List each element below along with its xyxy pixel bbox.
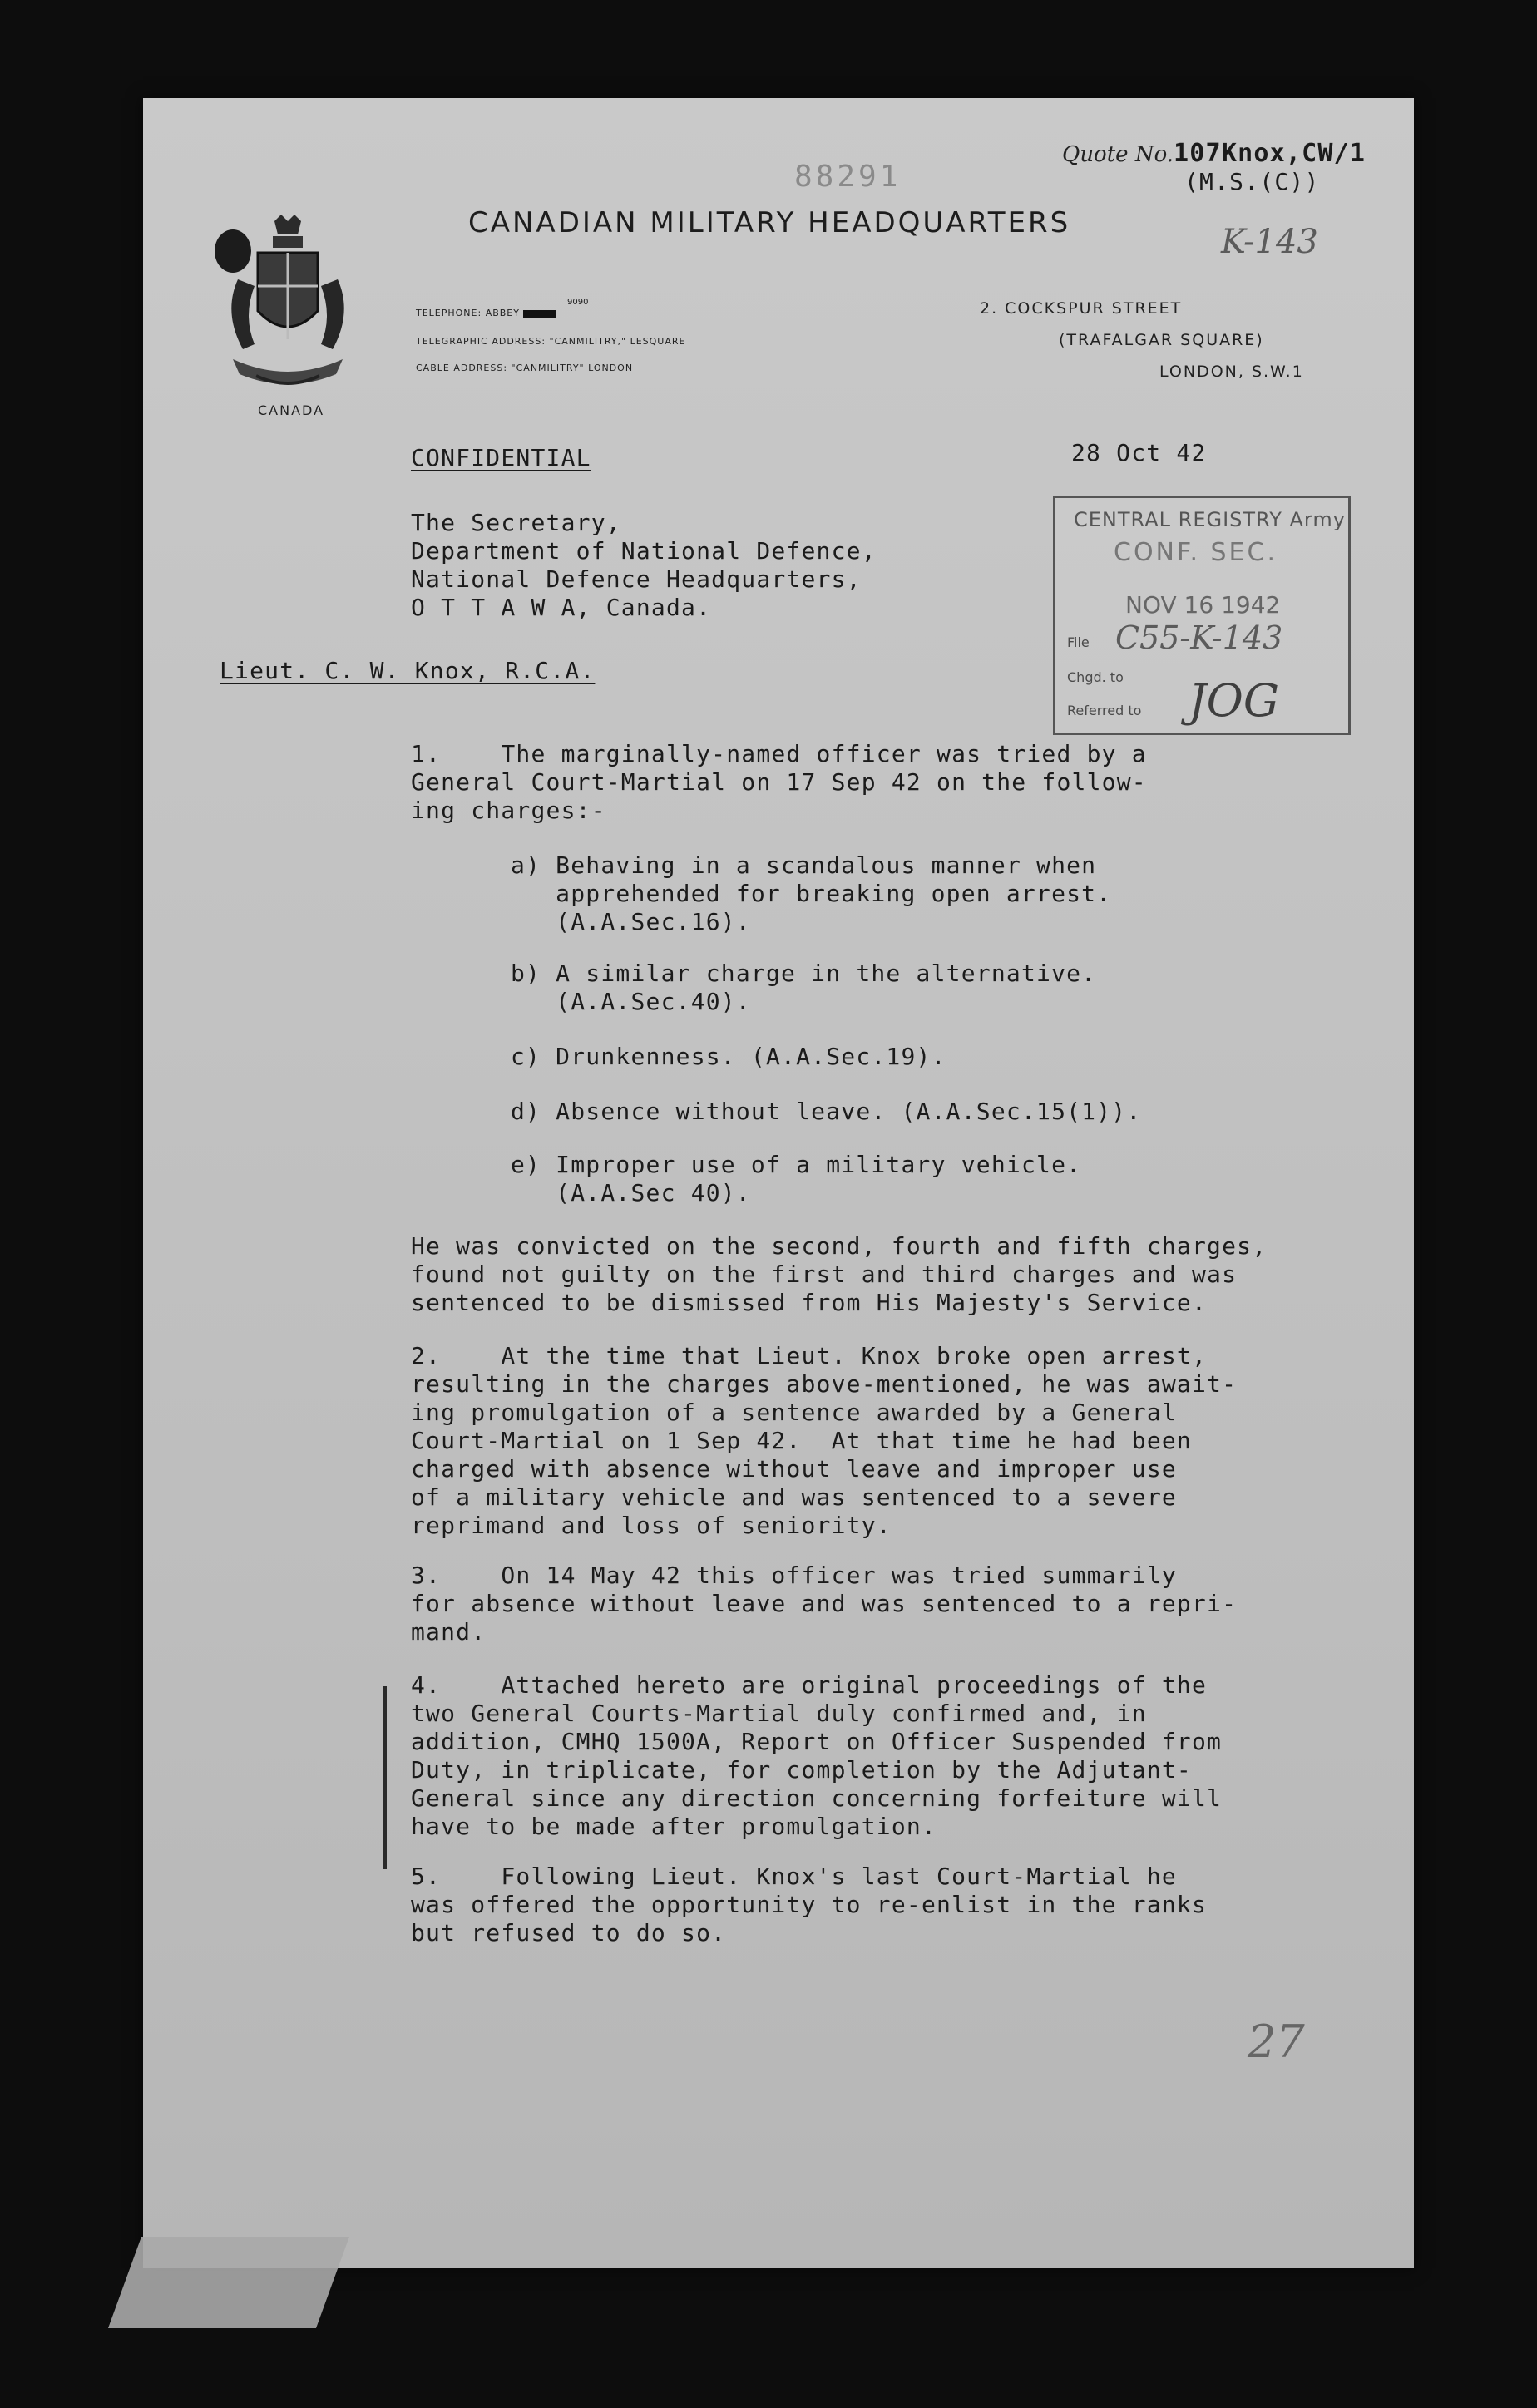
paragraph-line: General Court-Martial on 17 Sep 42 on the follow- — [411, 768, 1147, 796]
paragraph-line: 3. On 14 May 42 this officer was tried summarily — [411, 1562, 1177, 1589]
stamp-chgd-label: Chgd. to — [1067, 669, 1124, 685]
charge-line: e) Improper use of a military vehicle. — [511, 1151, 1082, 1178]
telephone-line — [416, 308, 556, 318]
stamp-file-value: C55-K-143 — [1115, 619, 1283, 656]
paragraph-line: General since any direction concerning forfeiture will — [411, 1784, 1223, 1812]
paragraph-line: of a military vehicle and was sentenced to a severe — [411, 1483, 1177, 1511]
charge-line: c) Drunkenness. (A.A.Sec.19). — [511, 1043, 946, 1070]
stamp-referred-value: JOG — [1189, 674, 1280, 727]
classification: CONFIDENTIAL — [411, 444, 591, 471]
stamp-date: NOV 16 1942 — [1125, 591, 1281, 619]
stamp-referred-label: Referred to — [1067, 703, 1142, 718]
paragraph-line: addition, CMHQ 1500A, Report on Officer Suspended from — [411, 1728, 1223, 1755]
quote-label: Quote No. — [1062, 142, 1174, 167]
paragraph-line: found not guilty on the first and third charges and was — [411, 1261, 1238, 1288]
paragraph-2 — [411, 1342, 1237, 1540]
charge-item — [511, 1043, 946, 1071]
paragraph-line: resulting in the charges above-mentioned, he was await- — [411, 1370, 1238, 1398]
paragraph-line: 2. At the time that Lieut. Knox broke open arrest, — [411, 1342, 1208, 1369]
recipient-line: Department of National Defence, — [411, 537, 877, 565]
stamp-title: CENTRAL REGISTRY Army — [1074, 508, 1346, 531]
paragraph-line: Court-Martial on 1 Sep 42. At that time he had been — [411, 1427, 1192, 1454]
quote-sub: (M.S.(C)) — [1184, 168, 1320, 195]
paragraph-line: Duty, in triplicate, for completion by the Adjutant- — [411, 1756, 1192, 1784]
paragraph-line: reprimand and loss of seniority. — [411, 1512, 892, 1539]
paragraph-line: 4. Attached hereto are original proceedings of the — [411, 1671, 1208, 1699]
telephone-number: 9090 — [567, 298, 589, 307]
handwritten-reference: K-143 — [1221, 223, 1318, 261]
paragraph-line: He was convicted on the second, fourth and fifth charges, — [411, 1232, 1268, 1260]
paragraph-line: was offered the opportunity to re-enlist in the ranks — [411, 1891, 1208, 1918]
paragraph-4 — [411, 1671, 1222, 1841]
charge-line: (A.A.Sec.40). — [511, 988, 751, 1015]
paragraph-line: mand. — [411, 1618, 487, 1646]
charge-line: (A.A.Sec.16). — [511, 908, 751, 935]
charge-line: apprehended for breaking open arrest. — [511, 880, 1112, 907]
charge-line: a) Behaving in a scandalous manner when — [511, 851, 1097, 879]
central-registry-stamp — [1053, 496, 1351, 735]
address-line-3: LONDON, S.W.1 — [1159, 363, 1304, 381]
paragraph-line: 1. The marginally-named officer was tried by a — [411, 740, 1147, 767]
recipient-block — [411, 509, 877, 622]
paragraph-line: ing charges:- — [411, 797, 606, 824]
charge-item — [511, 960, 1096, 1016]
paragraph-5 — [411, 1863, 1207, 1947]
reference-number: 88291 — [794, 160, 902, 194]
address-line-2: (TRAFALGAR SQUARE) — [1059, 331, 1264, 349]
paragraph-line: 5. Following Lieut. Knox's last Court-Martial he — [411, 1863, 1177, 1890]
paragraph-line: for absence without leave and was sentenced to a repri- — [411, 1590, 1238, 1617]
charge-item — [511, 851, 1111, 936]
charge-line: b) A similar charge in the alternative. — [511, 960, 1097, 987]
org-name: CANADIAN MILITARY HEADQUARTERS — [468, 206, 1071, 239]
margin-mark — [383, 1686, 387, 1869]
folio-number: 27 — [1248, 2016, 1305, 2068]
paragraph-line: have to be made after promulgation. — [411, 1813, 937, 1840]
paragraph-line: charged with absence without leave and improper use — [411, 1455, 1177, 1483]
page-corner-shadow — [108, 2237, 349, 2328]
canada-coat-of-arms-icon — [208, 213, 366, 406]
recipient-line: The Secretary, — [411, 509, 621, 536]
paragraph-line: sentenced to be dismissed from His Majesty's Service. — [411, 1289, 1208, 1316]
charge-item — [511, 1098, 1141, 1126]
recipient-line: National Defence Headquarters, — [411, 565, 862, 593]
charge-line: d) Absence without leave. (A.A.Sec.15(1)). — [511, 1098, 1142, 1125]
recipient-line: O T T A W A, Canada. — [411, 594, 712, 621]
paragraph-3 — [411, 1562, 1237, 1646]
letter-date: 28 Oct 42 — [1071, 439, 1207, 466]
redaction-bar — [523, 310, 556, 318]
charge-item — [511, 1151, 1081, 1207]
paragraph-line: but refused to do so. — [411, 1919, 727, 1947]
cable-address: CABLE ADDRESS: "CANMILITRY" LONDON — [416, 363, 634, 373]
conviction-paragraph — [411, 1232, 1267, 1317]
crest-caption: CANADA — [258, 402, 325, 418]
quote-number — [1062, 140, 1366, 168]
quote-value: 107Knox,CW/1 — [1174, 139, 1366, 168]
telephone-label: TELEPHONE: ABBEY — [416, 308, 520, 318]
paragraph-line: ing promulgation of a sentence awarded by a General — [411, 1399, 1177, 1426]
stamp-file-label: File — [1067, 634, 1090, 650]
subject-line: Lieut. C. W. Knox, R.C.A. — [220, 657, 596, 684]
paragraph-1 — [411, 740, 1147, 825]
charge-line: (A.A.Sec 40). — [511, 1179, 751, 1206]
paragraph-line: two General Courts-Martial duly confirmed and, in — [411, 1700, 1147, 1727]
stamp-section: CONF. SEC. — [1114, 538, 1278, 567]
address-line-1: 2. COCKSPUR STREET — [980, 299, 1183, 318]
telegraphic-address: TELEGRAPHIC ADDRESS: "CANMILITRY," LESQUARE — [416, 336, 686, 347]
